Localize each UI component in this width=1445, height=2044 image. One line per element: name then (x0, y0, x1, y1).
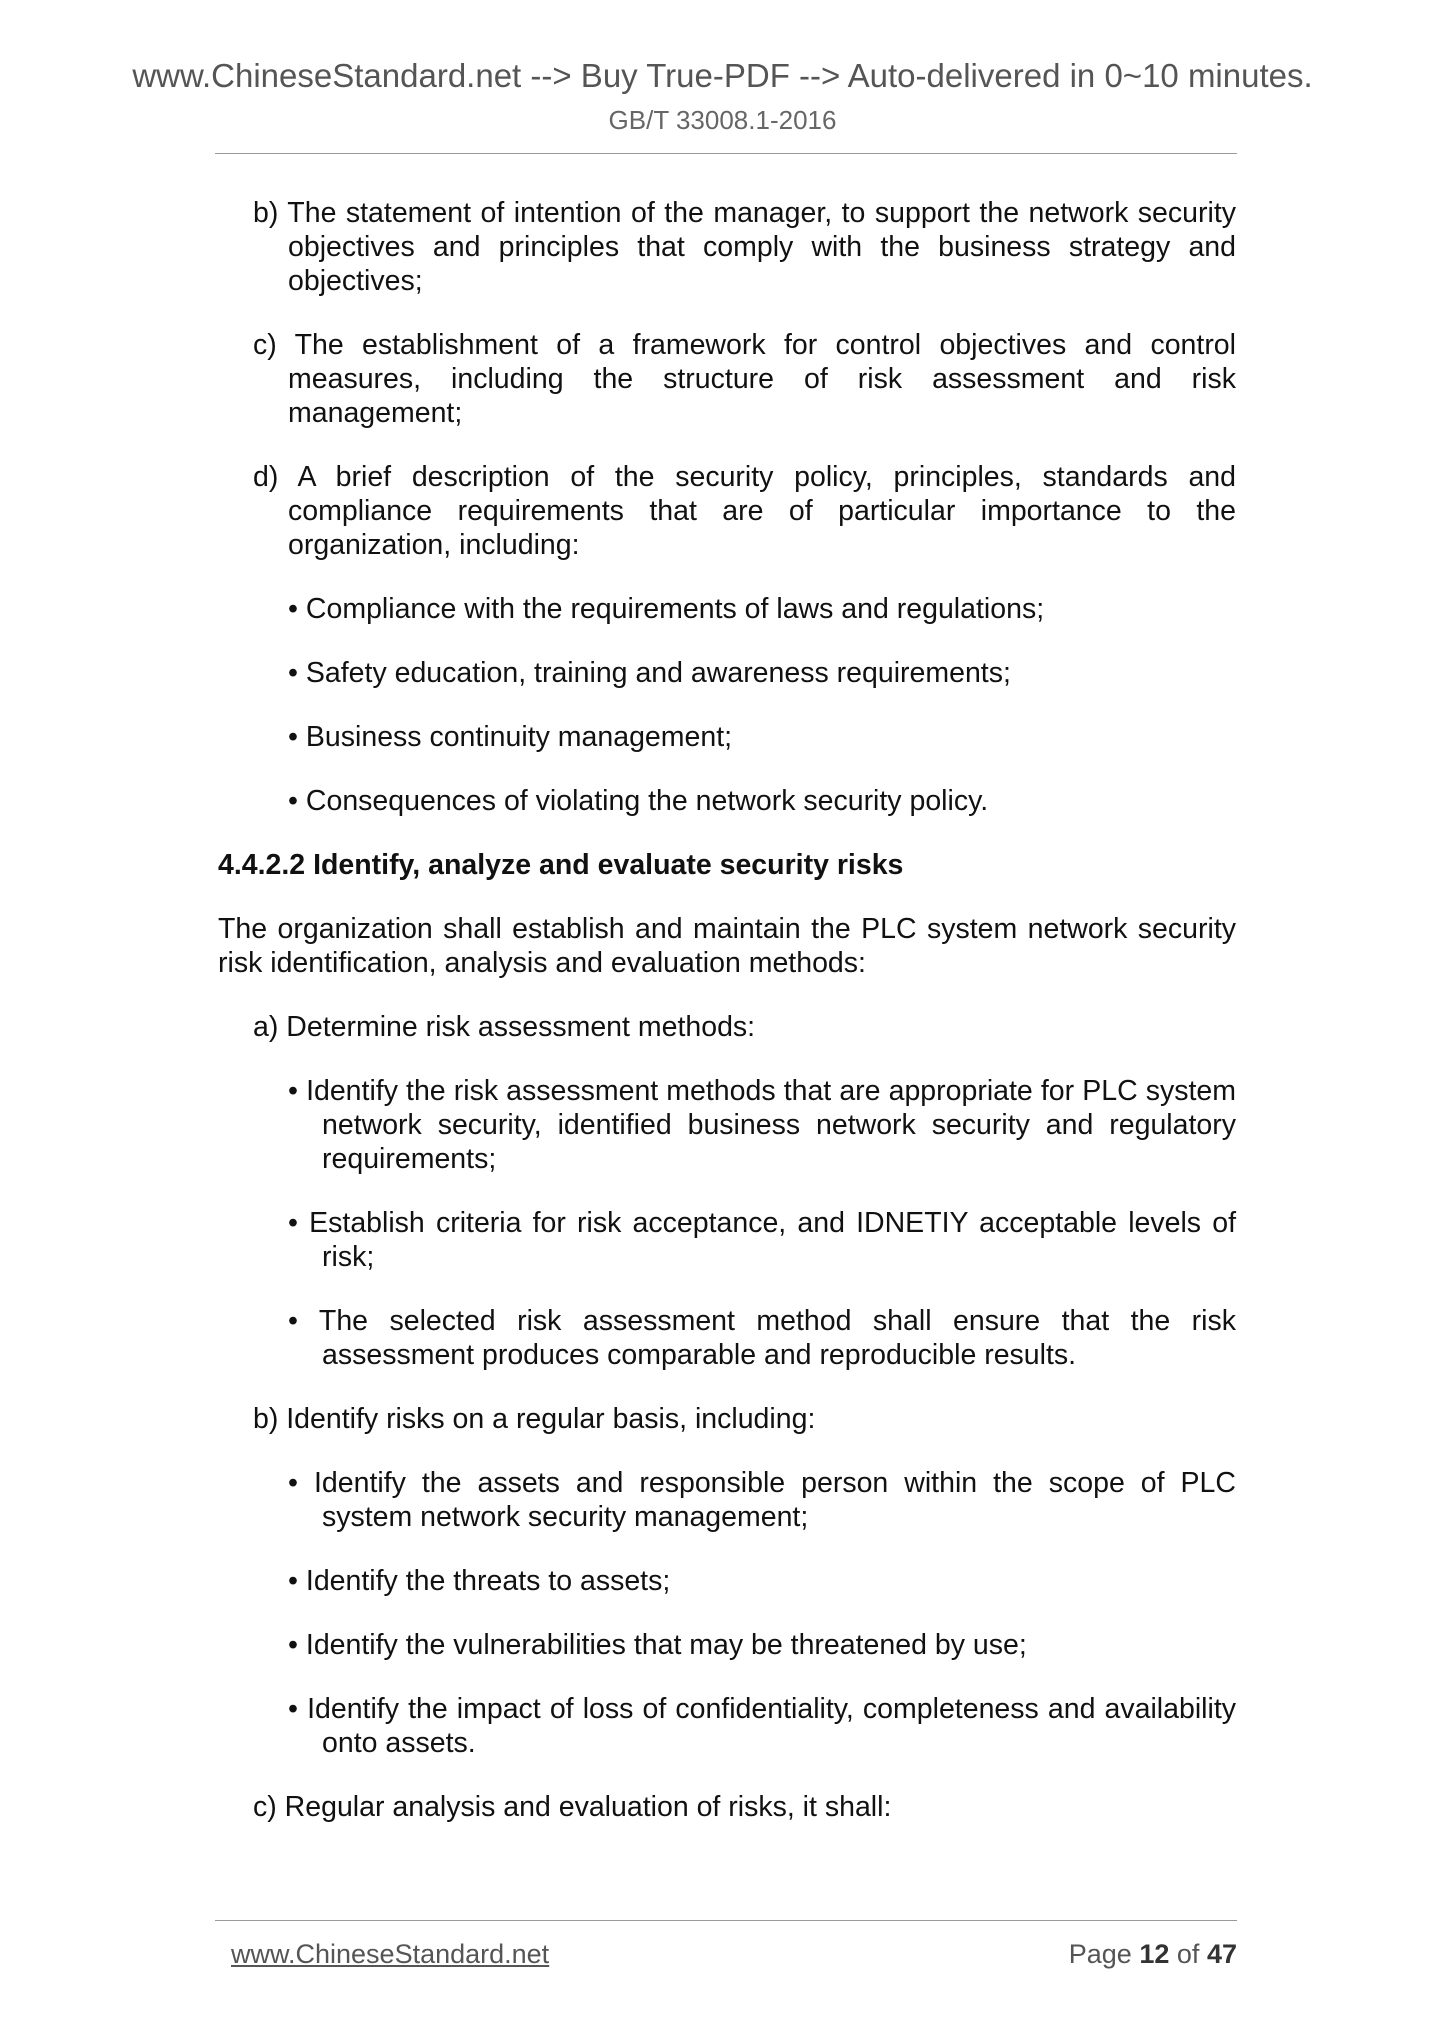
bullet-item: • The selected risk assessment method shall ensure that the risk assessment produces comparable and reproducible results. (288, 1305, 1236, 1371)
page-of: of (1176, 1939, 1200, 1969)
list-item-b2: b) Identify risks on a regular basis, including: (253, 1403, 816, 1435)
page-prefix: Page (1068, 1939, 1132, 1969)
bullet-item: • Consequences of violating the network security policy. (288, 785, 989, 817)
bullet-item: • Identify the threats to assets; (288, 1565, 671, 1597)
footer-divider (215, 1920, 1237, 1921)
standard-number: GB/T 33008.1-2016 (608, 105, 837, 135)
document-body (218, 196, 1236, 1854)
section-intro: The organization shall establish and maintain the PLC system network security risk identification, analysis and evaluation methods: (218, 913, 1236, 979)
bullet-item: • Safety education, training and awareness requirements; (288, 657, 1011, 689)
bullet-item: • Business continuity management; (288, 721, 733, 753)
header-banner[interactable]: www.ChineseStandard.net --> Buy True-PDF --> Auto-delivered in 0~10 minutes. (132, 57, 1313, 94)
header-divider (215, 153, 1237, 154)
list-item-c: c) The establishment of a framework for control objectives and control measures, including the structure of risk assessment and risk management; (253, 329, 1236, 429)
list-item-d: d) A brief description of the security policy, principles, standards and compliance requirements that are of particular importance to the organization, including: (253, 461, 1236, 561)
bullet-item: • Identify the assets and responsible person within the scope of PLC system network security management; (288, 1467, 1236, 1533)
bullet-item: • Identify the impact of loss of confidentiality, completeness and availability onto assets. (288, 1693, 1236, 1759)
footer-site-link[interactable]: www.ChineseStandard.net (231, 1939, 550, 1969)
list-item-a: a) Determine risk assessment methods: (253, 1011, 756, 1043)
section-heading: 4.4.2.2 Identify, analyze and evaluate security risks (218, 849, 904, 881)
bullet-item: • Identify the vulnerabilities that may be threatened by use; (288, 1629, 1027, 1661)
list-item-c2: c) Regular analysis and evaluation of risks, it shall: (253, 1791, 892, 1823)
page-total: 47 (1206, 1939, 1237, 1969)
bullet-item: • Establish criteria for risk acceptance, and IDNETIY acceptable levels of risk; (288, 1207, 1236, 1273)
list-item-b: b) The statement of intention of the manager, to support the network security objectives and principles that comply with the business strategy and objectives; (253, 197, 1236, 297)
page-current: 12 (1139, 1939, 1170, 1969)
bullet-item: • Identify the risk assessment methods that are appropriate for PLC system network security, identified business network security and regulatory requirements; (288, 1075, 1236, 1175)
page-indicator (1069, 1937, 1237, 1971)
bullet-item: • Compliance with the requirements of laws and regulations; (288, 593, 1045, 625)
